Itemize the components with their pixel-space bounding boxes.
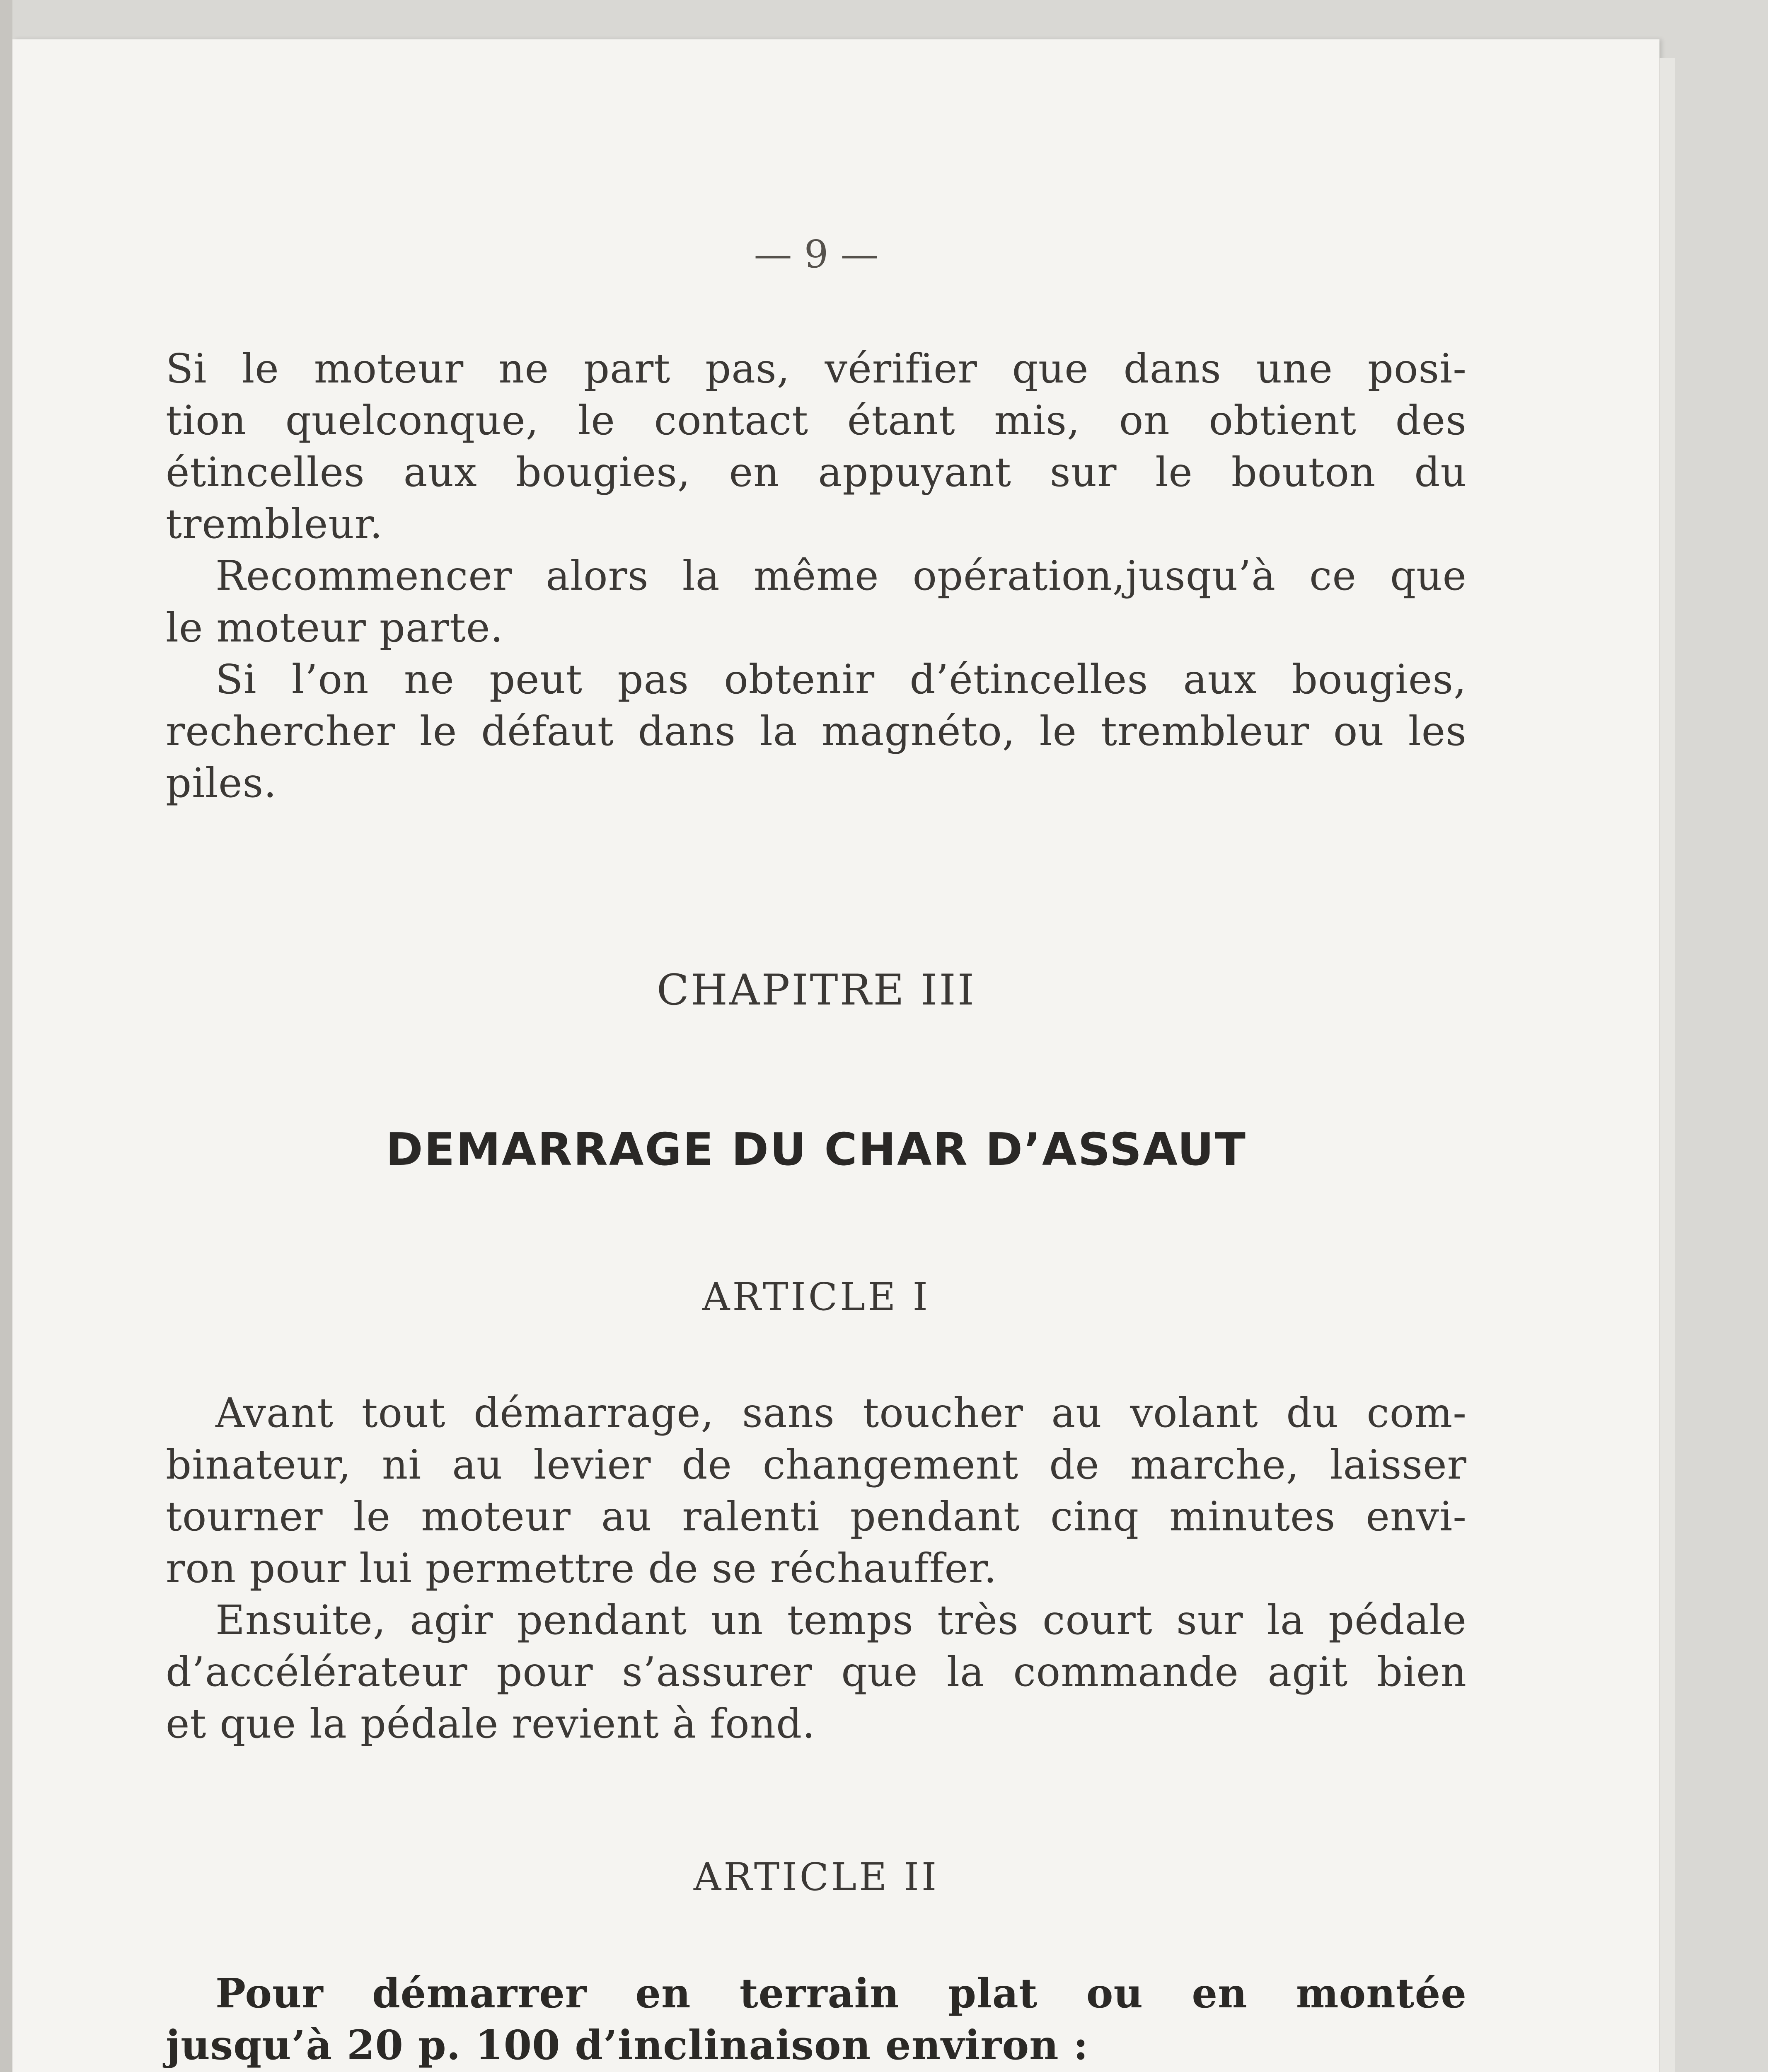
article-1-title: ARTICLE I [702, 1275, 931, 1319]
article-2-title: ARTICLE II [693, 1855, 939, 1899]
paragraph-1-line-3: étincelles aux bougies, en appuyant sur le bouton du [166, 449, 1467, 496]
article-1-line-2: binateur, ni au levier de changement de marche, laisser [166, 1441, 1467, 1488]
left-page-edge [0, 0, 12, 2072]
article-1-line-4: ron pour lui permettre de se réchauffer. [166, 1545, 997, 1592]
article-1-line-5: Ensuite, agir pendant un temps très court sur la pédale [215, 1597, 1467, 1644]
article-1-line-1: Avant tout démarrage, sans toucher au volant du com- [215, 1389, 1467, 1436]
paragraph-1-line-1: Si le moteur ne part pas, vérifier que dans une posi- [166, 345, 1467, 392]
section-heading: DEMARRAGE DU CHAR D’ASSAUT [386, 1124, 1247, 1176]
paragraph-1-line-4: trembleur. [166, 501, 383, 547]
article-2-subheading-line-1: Pour démarrer en terrain plat ou en montée [215, 1970, 1467, 2017]
article-2-subheading-line-2: jusqu’à 20 p. 100 d’inclinaison environ : [166, 2021, 1089, 2069]
article-1-line-3: tourner le moteur au ralenti pendant cinq minutes envi- [166, 1493, 1467, 1540]
page-number: — 9 — [754, 232, 879, 276]
paragraph-1-line-2: tion quelconque, le contact étant mis, on obtient des [166, 397, 1467, 444]
paragraph-2-line-2: le moteur parte. [166, 604, 504, 651]
article-1-line-7: et que la pédale revient à fond. [166, 1700, 816, 1747]
article-1-line-6: d’accélérateur pour s’assurer que la commande agit bien [166, 1648, 1467, 1695]
paragraph-3-line-3: piles. [166, 760, 277, 806]
paragraph-2-line-1: Recommencer alors la même opération,jusqu’à ce que [215, 552, 1467, 599]
paragraph-3-line-2: rechercher le défaut dans la magnéto, le trembleur ou les [166, 708, 1467, 755]
right-page-edge [1659, 58, 1675, 2072]
paragraph-3-line-1: Si l’on ne peut pas obtenir d’étincelles aux bougies, [215, 656, 1467, 703]
chapter-title: CHAPITRE III [656, 966, 976, 1015]
